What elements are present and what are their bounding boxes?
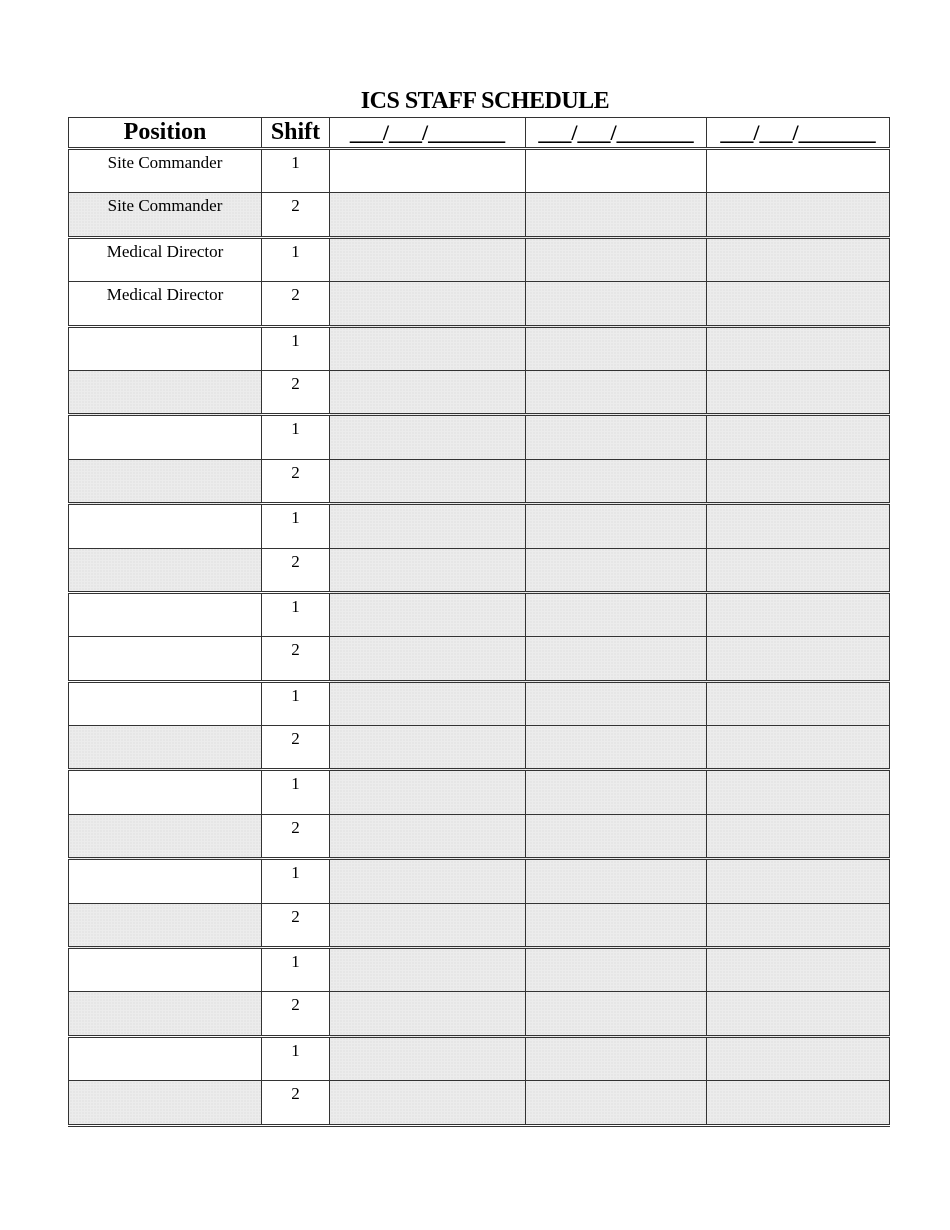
page-title: ICS STAFF SCHEDULE: [360, 88, 610, 114]
date-cell-1[interactable]: [330, 859, 526, 903]
date-cell-2[interactable]: [526, 548, 707, 592]
position-cell[interactable]: [69, 1081, 262, 1125]
shift-cell: 2: [262, 1081, 330, 1125]
date-cell-2[interactable]: [526, 415, 707, 459]
date-cell-2[interactable]: [526, 770, 707, 814]
table-row: [69, 548, 890, 592]
date-header-2: ___/___/_______: [526, 118, 707, 149]
date-cell-3[interactable]: [707, 415, 890, 459]
table-row: [69, 370, 890, 414]
header-row: [69, 118, 890, 149]
date-cell-2[interactable]: [526, 903, 707, 947]
shift-cell: 1: [262, 415, 330, 459]
table-row: [69, 1081, 890, 1125]
date-cell-3[interactable]: [707, 770, 890, 814]
date-cell-2[interactable]: [526, 282, 707, 326]
position-header: Position: [69, 118, 262, 149]
shift-cell: 1: [262, 770, 330, 814]
date-cell-2[interactable]: [526, 149, 707, 193]
date-cell-1[interactable]: [330, 726, 526, 770]
shift-cell: 1: [262, 681, 330, 725]
date-cell-2[interactable]: [526, 459, 707, 503]
date-cell-1[interactable]: [330, 237, 526, 281]
date-cell-3[interactable]: [707, 1081, 890, 1125]
table-row: [69, 992, 890, 1036]
date-cell-1[interactable]: [330, 770, 526, 814]
date-header-3: ___/___/_______: [707, 118, 890, 149]
position-cell[interactable]: Medical Director: [69, 237, 262, 281]
date-cell-3[interactable]: [707, 370, 890, 414]
table-row: [69, 459, 890, 503]
shift-cell: 1: [262, 504, 330, 548]
shift-cell: 1: [262, 237, 330, 281]
date-cell-3[interactable]: [707, 592, 890, 636]
table-row: [69, 770, 890, 814]
shift-cell: 1: [262, 149, 330, 193]
date-cell-2[interactable]: [526, 370, 707, 414]
date-cell-1[interactable]: [330, 459, 526, 503]
date-cell-1[interactable]: [330, 326, 526, 370]
date-cell-3[interactable]: [707, 459, 890, 503]
position-cell[interactable]: [69, 903, 262, 947]
table-row: [69, 948, 890, 992]
shift-cell: 2: [262, 637, 330, 681]
date-cell-3[interactable]: [707, 1036, 890, 1080]
date-cell-2[interactable]: [526, 504, 707, 548]
date-cell-2[interactable]: [526, 681, 707, 725]
table-row: [69, 637, 890, 681]
date-cell-1[interactable]: [330, 1081, 526, 1125]
position-cell[interactable]: [69, 992, 262, 1036]
date-cell-3[interactable]: [707, 637, 890, 681]
table-row: [69, 1036, 890, 1080]
date-cell-1[interactable]: [330, 814, 526, 858]
date-cell-1[interactable]: [330, 504, 526, 548]
date-cell-3[interactable]: [707, 814, 890, 858]
shift-cell: 2: [262, 370, 330, 414]
table-row: [69, 282, 890, 326]
date-cell-3[interactable]: [707, 282, 890, 326]
shift-cell: 2: [262, 903, 330, 947]
date-cell-3[interactable]: [707, 149, 890, 193]
table-row: [69, 504, 890, 548]
date-cell-1[interactable]: [330, 282, 526, 326]
position-cell[interactable]: [69, 637, 262, 681]
position-cell[interactable]: [69, 859, 262, 903]
position-cell[interactable]: [69, 415, 262, 459]
shift-cell: 2: [262, 193, 330, 237]
date-cell-1[interactable]: [330, 370, 526, 414]
shift-cell: 2: [262, 548, 330, 592]
date-cell-3[interactable]: [707, 681, 890, 725]
table-row: [69, 681, 890, 725]
table-row: [69, 193, 890, 237]
date-cell-3[interactable]: [707, 726, 890, 770]
position-cell[interactable]: [69, 948, 262, 992]
table-row: [69, 903, 890, 947]
date-cell-1[interactable]: [330, 681, 526, 725]
schedule-body: [69, 149, 890, 1126]
date-cell-2[interactable]: [526, 193, 707, 237]
position-cell[interactable]: [69, 326, 262, 370]
position-cell[interactable]: [69, 504, 262, 548]
position-cell[interactable]: [69, 681, 262, 725]
date-cell-2[interactable]: [526, 948, 707, 992]
position-cell[interactable]: [69, 1036, 262, 1080]
shift-cell: 1: [262, 592, 330, 636]
shift-cell: 1: [262, 859, 330, 903]
date-cell-3[interactable]: [707, 992, 890, 1036]
date-cell-3[interactable]: [707, 326, 890, 370]
date-cell-3[interactable]: [707, 504, 890, 548]
date-cell-1[interactable]: [330, 948, 526, 992]
shift-cell: 1: [262, 326, 330, 370]
date-cell-1[interactable]: [330, 193, 526, 237]
shift-cell: 2: [262, 459, 330, 503]
date-cell-1[interactable]: [330, 592, 526, 636]
table-row: [69, 726, 890, 770]
table-row: [69, 814, 890, 858]
shift-cell: 2: [262, 992, 330, 1036]
position-cell[interactable]: Site Commander: [69, 149, 262, 193]
date-cell-2[interactable]: [526, 326, 707, 370]
shift-cell: 2: [262, 814, 330, 858]
date-cell-3[interactable]: [707, 948, 890, 992]
date-cell-3[interactable]: [707, 903, 890, 947]
date-cell-2[interactable]: [526, 592, 707, 636]
position-cell[interactable]: Site Commander: [69, 193, 262, 237]
table-row: [69, 592, 890, 636]
position-cell[interactable]: [69, 814, 262, 858]
shift-header: Shift: [262, 118, 330, 149]
date-cell-2[interactable]: [526, 814, 707, 858]
table-row: [69, 326, 890, 370]
date-cell-1[interactable]: [330, 1036, 526, 1080]
shift-cell: 2: [262, 282, 330, 326]
table-row: [69, 415, 890, 459]
date-cell-2[interactable]: [526, 1036, 707, 1080]
date-cell-3[interactable]: [707, 193, 890, 237]
shift-cell: 1: [262, 948, 330, 992]
shift-cell: 2: [262, 726, 330, 770]
date-cell-1[interactable]: [330, 149, 526, 193]
date-cell-3[interactable]: [707, 859, 890, 903]
date-cell-2[interactable]: [526, 726, 707, 770]
position-cell[interactable]: [69, 370, 262, 414]
date-cell-1[interactable]: [330, 415, 526, 459]
position-cell[interactable]: [69, 548, 262, 592]
table-row: [69, 237, 890, 281]
date-cell-2[interactable]: [526, 637, 707, 681]
date-cell-2[interactable]: [526, 1081, 707, 1125]
table-row: [69, 149, 890, 193]
position-cell[interactable]: [69, 726, 262, 770]
date-cell-1[interactable]: [330, 637, 526, 681]
date-cell-1[interactable]: [330, 992, 526, 1036]
position-cell[interactable]: [69, 459, 262, 503]
position-cell[interactable]: [69, 770, 262, 814]
position-cell[interactable]: [69, 592, 262, 636]
date-cell-2[interactable]: [526, 237, 707, 281]
date-cell-2[interactable]: [526, 992, 707, 1036]
table-row: [69, 859, 890, 903]
date-cell-2[interactable]: [526, 859, 707, 903]
schedule-table: [68, 117, 890, 1127]
date-header-1: ___/___/_______: [330, 118, 526, 149]
date-cell-3[interactable]: [707, 548, 890, 592]
shift-cell: 1: [262, 1036, 330, 1080]
date-cell-3[interactable]: [707, 237, 890, 281]
date-cell-1[interactable]: [330, 903, 526, 947]
position-cell[interactable]: Medical Director: [69, 282, 262, 326]
date-cell-1[interactable]: [330, 548, 526, 592]
